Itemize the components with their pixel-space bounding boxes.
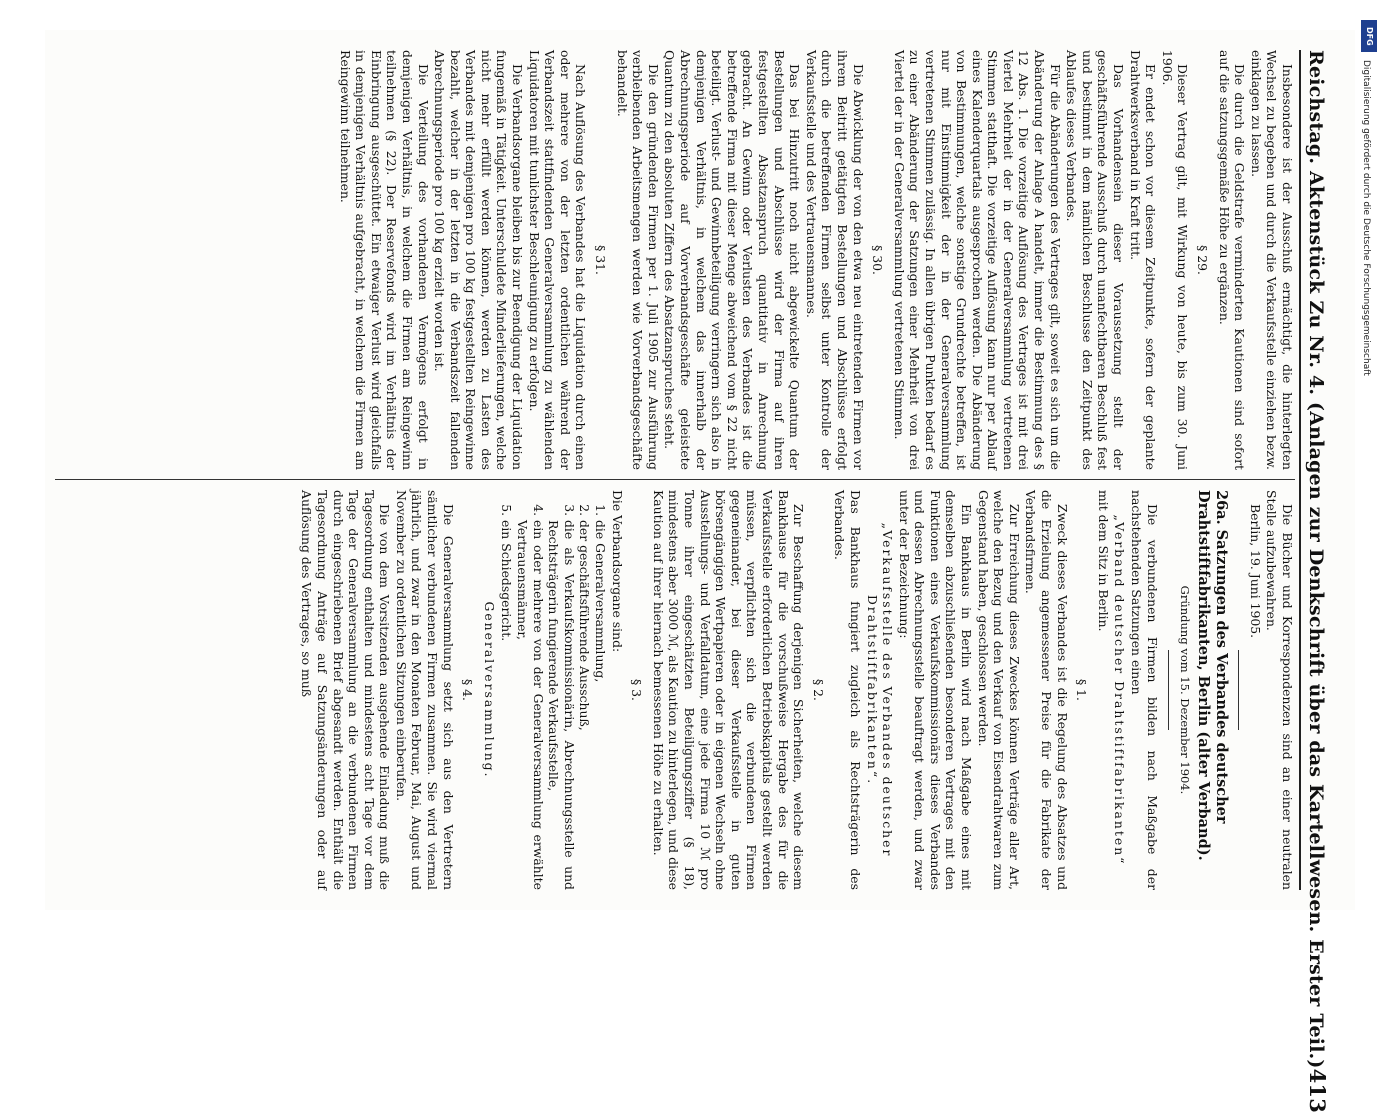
list-item: 3. die als Verkaufskommissionärin, Abrechnungsstelle und Rechtsträgerin fungierende Verkaufsstelle, [546,520,577,890]
paragraph: Die den gründenden Firmen per 1. Juli 1905 zur Ausführung verbleibenden Arbeitsmengen werden wie Vorverbandsgeschäfte behandelt. [614,50,661,470]
paragraph: Zur Beschaffung derjenigen Sicherheiten, welche diesem Bankhause für die vorschußweise Hergabe des für die Verkaufsstelle erforderlichen Betriebskapitals gestellt werden müssen, verpflichten sich die verbundenen Firmen gegeneinander, bei dieser Verkaufsstelle in guten börsengängigen Wertpapieren oder in eigenen Wechseln ohne Ausstellungs- und Verfalldatum, eine jede Firma 10 ℳ pro Tonne ihrer eingeschätzten Beteiligungsziffer (§ 18), mindestens aber 3000 ℳ, als Kaution zu hinterlegen, und diese Kaution auf ihrer hiernach bemessenen Höhe zu erhalten. [650,490,807,890]
date-line: Berlin, 19. Juni 1905. [1247,504,1263,639]
section-heading: § 31. [593,245,609,275]
paragraph: Die durch die Geldstrafe verminderten Kautionen sind sofort auf die satzungsgemäße Höhe zu ergänzen. [1216,50,1248,470]
section-heading: § 2. [810,679,826,701]
paragraph: Die von dem Vorsitzenden ausgehende Einladung muß die Tagesordnung enthalten und mindestens acht Tage vor dem Tage der Generalversammlung an die verbundenen Firmen durch eingeschriebenen Brief abgesandt werden. Enthält die Tagesordnung Anträge auf Satzungsänderungen oder auf Auflösung des Vertrages, so muß [299,490,393,890]
paragraph: Ein Bankhaus in Berlin wird nach Maßgabe eines mit demselben abzuschließenden besonderen Vertrages mit den Funktionen eines Verkaufskommissionärs dieses Verbandes und dessen Abrechnungsstelle beauftragt werden, und zwar unter der Bezeichnung: [896,490,975,890]
paragraph: Die Verbandsorgane sind: [609,490,625,653]
paragraph: Zweck dieses Verbandes ist die Regelung des Absatzes und die Erzielung angemessener Preise für die Fabrikate der Verbandsfirmen. [1023,490,1070,890]
paragraph: Die verbundenen Firmen bilden nach Maßgabe der nachstehenden Satzungen einen [1129,490,1160,890]
list-item: 2. der geschäftsführende Ausschuß, [577,520,593,890]
separator-rule [1168,650,1169,730]
page-number: 413 [1305,1068,1330,1113]
section-heading: § 3. [629,679,645,701]
digitization-credit: Digitalisierung gefördert durch die Deutsche Forschungsgemeinschaft [1361,60,1371,376]
paragraph: Die Bücher und Korrespondenzen sind an einer neutralen Stelle aufzubewahren. [1264,490,1295,890]
right-column [55,490,1295,890]
paragraph: Nach Auflösung des Verbandes hat die Liquidation durch einen oder mehrere von der letzten ordentlichen während der Verbandszeit stattfindenden Generalversammlung zu wählenden Liquidatoren mit tunlichster Beschleunigung zu erfolgen. [526,50,589,470]
separator-rule [1238,650,1239,730]
quoted-name: „Verband deutscher Drahtstiftfabrikanten“ [1112,514,1128,866]
section-heading: § 29. [1195,245,1211,275]
paragraph: Das bei Hinzutritt noch nicht abgewickelte Quantum der Bestellungen und Abschlüsse wird der Firma auf ihren festgestellten Absatzanspruch quantitativ in Anrechnung gebracht. An Gewinn oder Verlusten des Verbandes ist die betreffende Firma mit dieser Menge abweichend vom § 22 nicht beteiligt. Verlust- und Gewinnbeteiligung verringern sich also in demjenigen Verhältnis, in welchem das innerhalb der Abrechnungsperiode auf Vorverbandsgeschäfte geleistete Quantum zu den absoluten Ziffern des Absatzanspruches steht. [662,50,803,470]
document-title: 26a. Satzungen des Verbandes deutscher Drahtstiftfabrikanten, Berlin (alter Verband). [1195,490,1231,861]
running-head: Reichstag. Aktenstück Zu Nr. 4. (Anlagen zur Denkschrift über das Kartellwesen. Erster Teil.) [1305,50,1327,1069]
document-page [45,30,1355,1113]
section-heading: § 1. [1074,679,1090,701]
paragraph: Das Vorhandensein dieser Voraussetzung stellt der geschäftsführende Ausschuß durch unanfechtbaren Beschluß fest und bestimmt in dem nämlichen Beschlusse den Zeitpunkt des Ablaufes dieses Verbandes. [1064,50,1127,470]
document-subtitle: Gründung vom 15. Dezember 1904. [1178,585,1193,795]
paragraph: Dieser Vertrag gilt, mit Wirkung von heute, bis zum 30. Juni 1906. [1159,50,1191,470]
section-heading: § 4. [460,679,476,701]
organs-list [499,490,608,890]
paragraph: Die Verbandsorgane bleiben bis zur Beendigung der Liquidation fungemäß in Tätigkeit. Unterschuldete Minderlieferungen, welche nicht mehr erfüllt werden können, werden zu Lasten des Verbandes mit demjenigen pro 100 kg festgestellten Reingewinne bezahlt, welcher in der letzten in die Verbandszeit fallenden Abrechnungsperiode pro 100 kg erzielt worden ist. [432,50,526,470]
paragraph: mit dem Sitz in Berlin. [1095,490,1111,632]
paragraph: Die Generalversammlung setzt sich aus den Vertretern sämtlicher verbundenen Firmen zusammen. Sie wird viermal jährlich, und zwar in den Monaten Februar, Mai, August und November zu ordentlichen Sitzungen einberufen. [393,490,456,890]
page-header [1299,50,1349,1113]
quoted-name: „Verkaufsstelle des Verbandes deutscher Drahtstiftfabrikanten“. [864,522,896,858]
paragraph: Insbesondere ist der Ausschuß ermächtigt, die hinterlegten Wechsel zu begeben und durch die Verkaufsstelle einziehen bezw. einklagen zu lassen. [1248,50,1295,470]
paragraph: Die Abwicklung der von den etwa neu eintretenden Firmen vor ihrem Beitritt getätigten Bestellungen und Abschlüsse erfolgt durch die betreffenden Firmen selbst unter Kontrolle der Verkaufsstelle und des Vertrauensmannes. [803,50,866,470]
paragraph: Zur Erreichung dieses Zweckes können Verträge aller Art, welche den Bezug und den Verkauf von Eisendrahtwaren zum Gegenstand haben, geschlossen werden. [975,490,1022,890]
list-item: 4. ein oder mehrere von der Generalversammlung erwählte Vertrauensmänner, [514,520,545,890]
list-item: 1. die Generalversammlung, [592,520,608,890]
paragraph: Die Verteilung des vorhandenen Vermögens erfolgt in demjenigen Verhältnis, in welchem die Firmen am Reingewinn teilnehmen (§ 22). Der Reservefonds wird im Verhältnis der Einbringung ausgeschüttet. Ein etwaiger Verlust wird gleichfalls in demjenigen Verhältnis aufgebracht, in welchem die Firmen am Reingewinn teilnehmen. [337,50,431,470]
digitization-sidebar [1361,20,1375,980]
dfg-logo: DFG [1361,20,1377,52]
paragraph: Für die Abänderungen des Vertrages gilt, soweit es sich um die Abänderung der Anlage A handelt, immer die Bestimmung des § 12 Abs. 1. Die vorzeitige Auflösung des Vertrages ist mit drei Viertel Mehrheit der in der Generalversammlung vertretenen Stimmen statthaft. Die vorzeitige Auflösung kann nur per Ablauf eines Kalenderquartals ausgesprochen werden. Die Abänderung von Bestimmungen, welche sonstige Grundrechte betreffen, ist nur mit Einstimmigkeit der in der Generalversammlung vertretenen Stimmen zulässig. In allen übrigen Punkten bedarf es zu einer Abänderung der Satzungen einer Mehrheit von drei Viertel der in der Generalversammlung vertretenen Stimmen. [891,50,1063,470]
subheading: Generalversammlung. [481,601,497,779]
list-item: 5. ein Schiedsgericht. [499,520,515,890]
column-divider [55,479,1295,480]
paragraph: Das Bankhaus fungiert zugleich als Rechtsträgerin des Verbandes. [832,490,863,890]
left-column [55,50,1295,470]
section-heading: § 30. [870,245,886,275]
paragraph: Er endet schon vor diesem Zeitpunkte, sofern der geplante Drahtwerksverband in Kraft tritt. [1127,50,1159,470]
